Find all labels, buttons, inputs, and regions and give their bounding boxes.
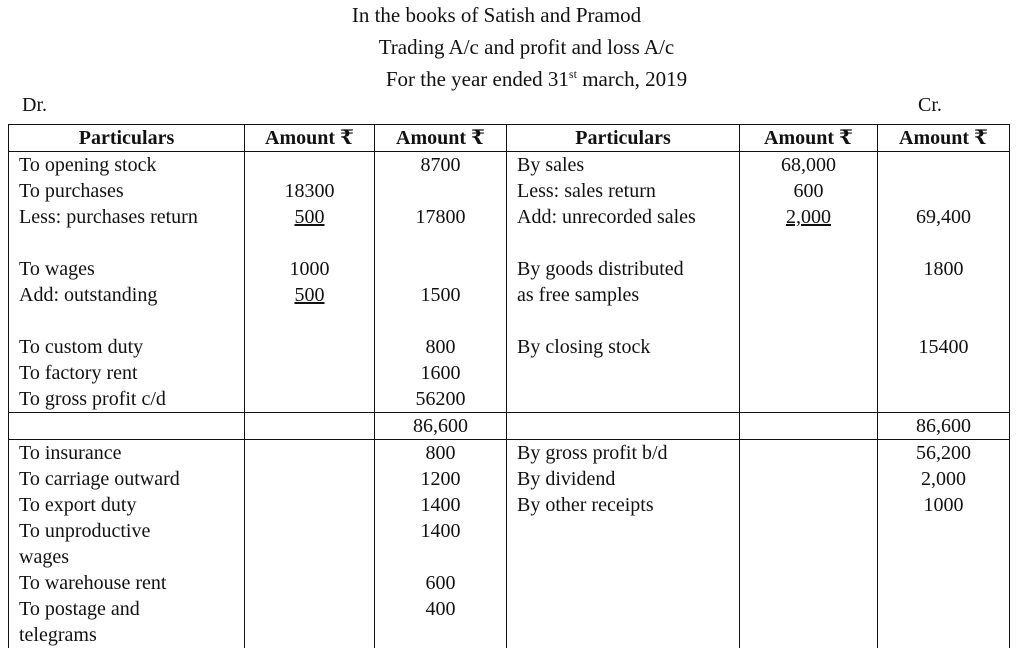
- table-cell: [740, 596, 878, 622]
- cell-text: To export duty: [19, 494, 137, 516]
- table-cell: [245, 596, 375, 622]
- cell-text: To gross profit c/d: [19, 388, 166, 410]
- table-cell: [245, 282, 375, 308]
- table-row: [9, 544, 1010, 570]
- table-cell: [375, 360, 507, 386]
- table-cell: [245, 466, 375, 492]
- table-cell: [740, 492, 878, 518]
- account-title: Trading A/c and profit and loss A/c: [378, 35, 675, 59]
- table-cell: [245, 544, 375, 570]
- table-cell: [740, 152, 878, 179]
- table-row: [9, 622, 1010, 648]
- cell-text: 500: [294, 206, 325, 228]
- col-particulars-cr: Particulars: [507, 125, 740, 152]
- cell-text: 56200: [415, 388, 466, 410]
- table-cell: [740, 440, 878, 467]
- cell-text: 2,000: [921, 468, 966, 490]
- table-cell: [375, 152, 507, 179]
- table-cell: [9, 204, 245, 230]
- period-title: [20, 61, 1033, 92]
- table-cell: [375, 282, 507, 308]
- table-cell: [507, 334, 740, 360]
- table-cell: [9, 413, 245, 440]
- cell-text: To wages: [19, 258, 95, 280]
- cell-text: wages: [19, 546, 69, 568]
- table-cell: [245, 570, 375, 596]
- table-cell: [245, 492, 375, 518]
- table-cell: [9, 256, 245, 282]
- table-row: [9, 360, 1010, 386]
- cell-text: To purchases: [19, 180, 124, 202]
- table-cell: [878, 596, 1010, 622]
- cell-text: By gross profit b/d: [517, 442, 668, 464]
- table-cell: [878, 178, 1010, 204]
- table-cell: [740, 178, 878, 204]
- cell-text: By sales: [517, 154, 585, 176]
- table-cell: [740, 360, 878, 386]
- table-cell: [507, 413, 740, 440]
- table-cell: [507, 466, 740, 492]
- cell-text: Add: outstanding: [19, 284, 158, 306]
- table-cell: [740, 282, 878, 308]
- table-cell: [878, 622, 1010, 648]
- cell-text: 15400: [918, 336, 969, 358]
- table-row: [9, 440, 1010, 467]
- table-cell: [740, 256, 878, 282]
- table-cell: [375, 256, 507, 282]
- table-cell: [507, 622, 740, 648]
- table-cell: [375, 544, 507, 570]
- cell-text: To custom duty: [19, 336, 144, 358]
- table-cell: [507, 544, 740, 570]
- table-cell: [245, 518, 375, 544]
- table-cell: [507, 204, 740, 230]
- table-cell: [507, 570, 740, 596]
- table-cell: [375, 518, 507, 544]
- table-row: [9, 518, 1010, 544]
- cell-text: 86,600: [916, 415, 971, 437]
- table-cell: [878, 204, 1010, 230]
- table-cell: [375, 204, 507, 230]
- table-cell: [245, 230, 375, 256]
- cell-text: 8700: [420, 154, 461, 176]
- table-cell: [740, 518, 878, 544]
- ledger-table: [8, 124, 1010, 648]
- table-cell: [878, 334, 1010, 360]
- table-cell: [375, 308, 507, 334]
- debit-label: Dr.: [22, 94, 47, 116]
- cell-text: 68,000: [781, 154, 836, 176]
- table-cell: [9, 544, 245, 570]
- table-cell: [245, 152, 375, 179]
- table-cell: [9, 440, 245, 467]
- table-cell: [507, 360, 740, 386]
- cell-text: To postage and: [19, 598, 140, 620]
- table-cell: [375, 622, 507, 648]
- table-row: [9, 596, 1010, 622]
- cell-text: 1400: [420, 494, 461, 516]
- table-cell: [878, 152, 1010, 179]
- table-cell: [375, 492, 507, 518]
- table-cell: [740, 570, 878, 596]
- table-cell: [245, 178, 375, 204]
- table-cell: [878, 386, 1010, 413]
- table-cell: [9, 518, 245, 544]
- table-cell: [245, 360, 375, 386]
- col-amount-dr-2: Amount ₹: [375, 125, 507, 152]
- table-row: [9, 152, 1010, 179]
- table-row: [9, 492, 1010, 518]
- table-cell: [245, 413, 375, 440]
- table-cell: [740, 386, 878, 413]
- table-cell: [507, 596, 740, 622]
- col-particulars-dr: Particulars: [9, 125, 245, 152]
- period-prefix: For the year ended 31: [385, 67, 569, 91]
- cell-text: Add: unrecorded sales: [517, 206, 696, 228]
- cell-text: 56,200: [916, 442, 971, 464]
- table-cell: [375, 596, 507, 622]
- table-cell: [507, 230, 740, 256]
- table-cell: [740, 230, 878, 256]
- cell-text: 1000: [923, 494, 964, 516]
- table-cell: [375, 440, 507, 467]
- document-title: In the books of Satish and Pramod: [351, 3, 642, 27]
- table-row: [9, 570, 1010, 596]
- table-cell: [9, 492, 245, 518]
- table-cell: [9, 570, 245, 596]
- table-cell: [245, 308, 375, 334]
- table-cell: [9, 596, 245, 622]
- table-cell: [507, 256, 740, 282]
- table-row: [9, 466, 1010, 492]
- table-cell: [878, 544, 1010, 570]
- table-row: [9, 308, 1010, 334]
- table-cell: [740, 204, 878, 230]
- table-cell: [878, 256, 1010, 282]
- table-cell: [740, 413, 878, 440]
- cell-text: 2,000: [786, 206, 831, 228]
- table-cell: [507, 152, 740, 179]
- table-cell: [9, 360, 245, 386]
- cell-text: 600: [425, 572, 456, 594]
- table-cell: [9, 152, 245, 179]
- cell-text: To insurance: [19, 442, 122, 464]
- table-cell: [507, 178, 740, 204]
- cell-text: 18300: [284, 180, 335, 202]
- cell-text: 600: [793, 180, 824, 202]
- table-cell: [878, 440, 1010, 467]
- cell-text: 69,400: [916, 206, 971, 228]
- cell-text: 400: [425, 598, 456, 620]
- cell-text: 1400: [420, 520, 461, 542]
- cell-text: By goods distributed: [517, 258, 684, 280]
- cell-text: To factory rent: [19, 362, 138, 384]
- table-cell: [878, 518, 1010, 544]
- table-cell: [375, 386, 507, 413]
- cell-text: 500: [294, 284, 325, 306]
- cell-text: To warehouse rent: [19, 572, 167, 594]
- table-cell: [245, 334, 375, 360]
- table-cell: [740, 544, 878, 570]
- table-cell: [245, 440, 375, 467]
- cell-text: 800: [425, 442, 456, 464]
- table-cell: [9, 308, 245, 334]
- table-row: [9, 413, 1010, 440]
- table-cell: [878, 360, 1010, 386]
- table-cell: [740, 466, 878, 492]
- cell-text: 1800: [923, 258, 964, 280]
- table-cell: [878, 466, 1010, 492]
- table-cell: [507, 440, 740, 467]
- table-cell: [245, 622, 375, 648]
- cell-text: To carriage outward: [19, 468, 180, 490]
- cell-text: 1600: [420, 362, 461, 384]
- table-cell: [878, 308, 1010, 334]
- credit-label: Cr.: [918, 94, 942, 116]
- table-cell: [507, 518, 740, 544]
- table-cell: [507, 282, 740, 308]
- col-amount-dr-1: Amount ₹: [245, 125, 375, 152]
- table-cell: [375, 178, 507, 204]
- table-cell: [9, 622, 245, 648]
- table-row: [9, 282, 1010, 308]
- table-row: [9, 256, 1010, 282]
- table-row: [9, 204, 1010, 230]
- table-cell: [9, 386, 245, 413]
- table-cell: [878, 570, 1010, 596]
- table-row: [9, 178, 1010, 204]
- table-row: [9, 230, 1010, 256]
- table-cell: [740, 622, 878, 648]
- period-suffix: march, 2019: [576, 67, 688, 91]
- table-cell: [245, 386, 375, 413]
- table-cell: [245, 256, 375, 282]
- cell-text: Less: sales return: [517, 180, 656, 202]
- cell-text: 1500: [420, 284, 461, 306]
- cell-text: 17800: [415, 206, 466, 228]
- table-cell: [375, 413, 507, 440]
- table-cell: [245, 204, 375, 230]
- cell-text: 800: [425, 336, 456, 358]
- cell-text: By other receipts: [517, 494, 654, 516]
- cell-text: By dividend: [517, 468, 616, 490]
- table-cell: [878, 282, 1010, 308]
- cell-text: To unproductive: [19, 520, 151, 542]
- table-cell: [375, 570, 507, 596]
- table-cell: [9, 334, 245, 360]
- cell-text: as free samples: [517, 284, 640, 306]
- table-cell: [507, 492, 740, 518]
- cell-text: telegrams: [19, 624, 97, 646]
- col-amount-cr-1: Amount ₹: [740, 125, 878, 152]
- cell-text: By closing stock: [517, 336, 651, 358]
- cell-text: 1000: [289, 258, 330, 280]
- table-cell: [9, 230, 245, 256]
- table-cell: [507, 308, 740, 334]
- header-row: [9, 125, 1010, 152]
- table-cell: [9, 282, 245, 308]
- table-cell: [878, 230, 1010, 256]
- cell-text: To opening stock: [19, 154, 157, 176]
- col-amount-cr-2: Amount ₹: [878, 125, 1010, 152]
- period-sup: st: [568, 67, 577, 81]
- table-cell: [9, 466, 245, 492]
- table-cell: [507, 386, 740, 413]
- table-row: [9, 334, 1010, 360]
- table-cell: [375, 466, 507, 492]
- cell-text: 1200: [420, 468, 461, 490]
- table-cell: [878, 492, 1010, 518]
- table-cell: [878, 413, 1010, 440]
- table-row: [9, 386, 1010, 413]
- table-cell: [9, 178, 245, 204]
- table-cell: [740, 334, 878, 360]
- cell-text: Less: purchases return: [19, 206, 198, 228]
- table-cell: [375, 230, 507, 256]
- cell-text: 86,600: [413, 415, 468, 437]
- table-cell: [740, 308, 878, 334]
- table-cell: [375, 334, 507, 360]
